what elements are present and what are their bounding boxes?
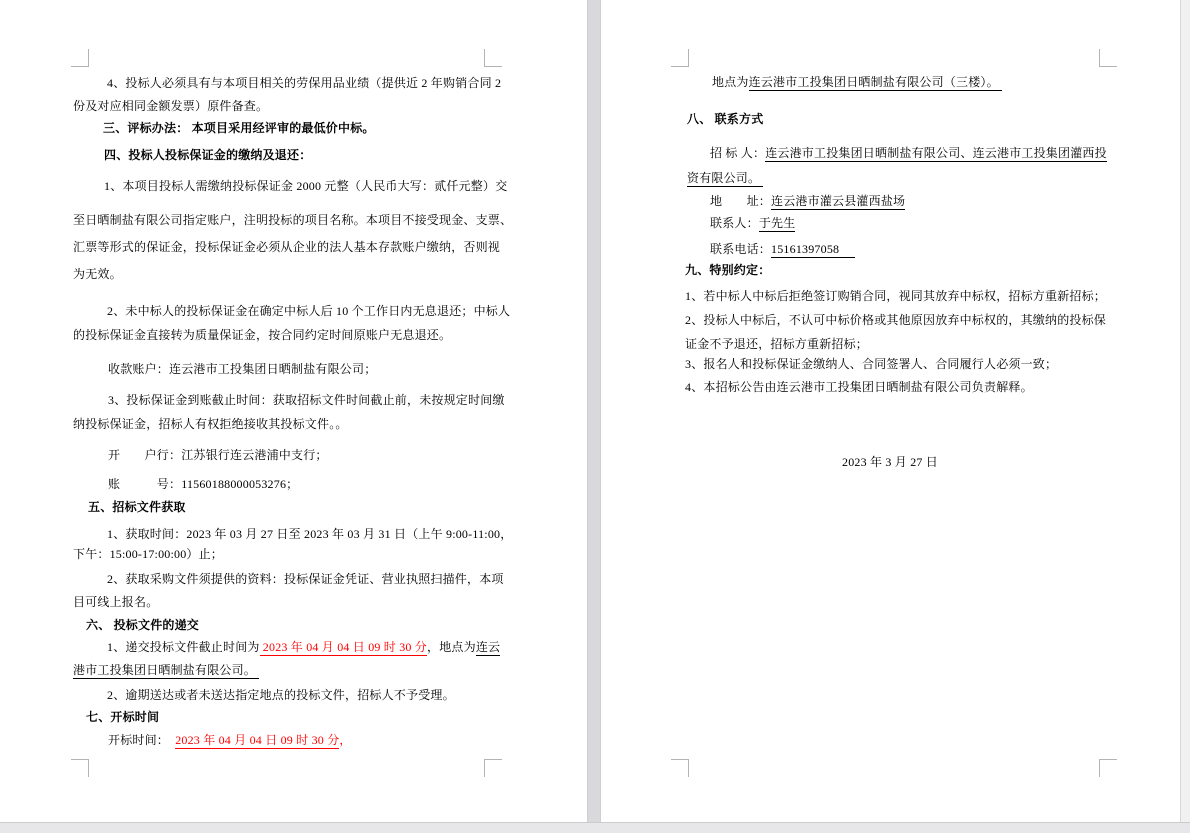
document-page-left [0,0,587,822]
text-segment: 账 号： [108,477,182,491]
text-segment: 4、投标人必须具有与本项目相关的劳保用品业绩（提供近 2 年购销合同 2 [107,76,502,90]
text-segment: 为无效。 [73,267,122,281]
text-line [104,179,507,193]
text-segment: 证金不予退还，招标方重新招标； [685,337,869,351]
text-segment: 2023 年 04 月 04 日 09 时 30 分 [259,640,428,654]
text-line [710,194,905,208]
text-segment: 九、特别约定： [685,263,771,277]
text-segment: 连云 [475,640,501,654]
text-line [710,242,855,256]
text-segment: 开 户行：江苏银行连云港浦中支行； [108,448,328,462]
text-segment: 资有限公司。 [687,171,764,185]
text-line [710,216,795,230]
text-line [73,595,158,609]
text-boundary-mark [484,759,502,777]
text-line [107,527,512,541]
text-segment: 的投标保证金直接转为质量保证金，按合同约定时间原账户无息退还。 [73,328,452,342]
text-segment: 招 标 人： [710,146,766,160]
text-line [685,337,868,351]
text-segment: 联系电话： [710,242,772,256]
text-line [685,357,1057,371]
text-line [73,99,268,113]
text-segment: 1、若中标人中标后拒绝签订购销合同，视同其放弃中标权，招标方重新招标； [685,289,1107,303]
text-line [88,500,186,514]
text-line [73,213,512,227]
text-segment: 纳投标保证金，招标人有权拒绝接收其投标文件。。 [73,417,348,431]
text-line [712,75,1002,89]
text-line [108,733,352,747]
text-segment: 地点为 [712,75,749,89]
text-segment: 地 址： [710,194,772,208]
text-segment: 汇票等形式的保证金，投标保证金必须从企业的法人基本存款账户缴纳，否则视 [73,240,501,254]
text-boundary-mark [71,759,89,777]
text-segment: 四、投标人投标保证金的缴纳及退还： [104,148,312,162]
text-segment: 4、本招标公告由连云港市工投集团日晒制盐有限公司负责解释。 [685,380,1033,394]
text-segment: 至日晒制盐有限公司指定账户，注明投标的项目名称。本项目不接受现金、支票、 [73,213,513,227]
horizontal-scrollbar-bar[interactable] [0,822,1190,833]
text-segment: 2、投标人中标后，不认可中标价格或其他原因放弃中标权的，其缴纳的投标保 [685,313,1107,327]
text-segment: 1、本项目投标人需缴纳投标保证金 2000 元整（人民币大写：贰仟元整）交 [104,179,508,193]
text-line [73,663,259,677]
text-segment: 3、报名人和投标保证金缴纳人、合同签署人、合同履行人必须一致； [685,357,1058,371]
text-segment: 三、评标办法： 本项目采用经评审的最低价中标。 [103,121,375,135]
document-page-right [601,0,1180,822]
text-line [108,477,298,491]
text-segment: 2023 年 3 月 27 日 [842,455,939,469]
text-boundary-mark [484,49,502,67]
text-segment: 15161397058 [771,242,855,256]
text-line [86,710,159,724]
text-segment: 下午：15:00-17:00:00）止； [73,547,223,561]
text-segment: 连云港市工投集团日晒制盐有限公司（三楼）。 [748,75,1003,89]
text-segment: 2、获取采购文件须提供的资料：投标保证金凭证、营业执照扫描件，本项 [107,572,504,586]
text-line [842,455,938,469]
text-segment: 1、获取时间：2023 年 03 月 27 日至 2023 年 03 月 31 日（上午 9:00-11:00， [107,527,513,541]
text-line [685,289,1106,303]
text-segment: 连云港市工投集团日晒制盐有限公司、连云港市工投集团灌西投 [765,146,1107,160]
text-boundary-mark [1099,759,1117,777]
text-segment: 六、 投标文件的递交 [86,618,200,632]
text-line [107,304,510,318]
text-line [687,171,763,185]
text-line [73,328,451,342]
text-line [73,240,500,254]
text-segment: 八、 联系方式 [687,112,764,126]
text-line [104,148,311,162]
text-line [107,572,504,586]
text-segment: 五、招标文件获取 [88,500,186,514]
page-gutter [587,0,601,822]
text-segment: 3、投标保证金到账截止时间：获取招标文件时间截止前，未按规定时间缴 [108,393,505,407]
text-line [108,393,505,407]
text-segment: 2023 年 04 月 04 日 09 时 30 分 [175,733,340,747]
text-segment: 港市工投集团日晒制盐有限公司。 [73,663,260,677]
text-segment: 11560188000053276； [181,477,299,491]
text-segment: 于先生 [758,216,796,230]
text-segment: 份及对应相同金额发票）原件备查。 [73,99,269,113]
text-line [685,313,1106,327]
text-boundary-mark [1099,49,1117,67]
text-line [107,688,455,702]
text-line [108,362,376,376]
text-line [685,380,1033,394]
text-segment: 2、逾期送达或者未送达指定地点的投标文件，招标人不予受理。 [107,688,455,702]
text-segment: 七、开标时间 [86,710,160,724]
text-line [687,112,763,126]
text-line [73,417,348,431]
text-segment: 收款账户：连云港市工投集团日晒制盐有限公司； [108,362,377,376]
text-boundary-mark [671,759,689,777]
text-line [107,76,501,90]
text-segment: 连云港市灌云县灌西盐场 [771,194,906,208]
text-line [107,640,500,654]
text-segment: 联系人： [710,216,759,230]
text-segment: ，地点为 [427,640,476,654]
text-segment: 1、递交投标文件截止时间为 [107,640,260,654]
text-line [108,448,328,462]
text-segment: 开标时间： [108,733,176,747]
text-segment: 2、未中标人的投标保证金在确定中标人后 10 个工作日内无息退还；中标人 [107,304,511,318]
text-line [710,146,1107,160]
text-line [86,618,199,632]
text-segment: 目可线上报名。 [73,595,159,609]
text-line [73,547,223,561]
vertical-scrollbar-track[interactable] [1180,0,1190,822]
text-boundary-mark [671,49,689,67]
text-boundary-mark [71,49,89,67]
text-line [103,121,375,135]
text-line [73,267,122,281]
text-line [685,263,770,277]
text-segment: ， [339,733,352,747]
